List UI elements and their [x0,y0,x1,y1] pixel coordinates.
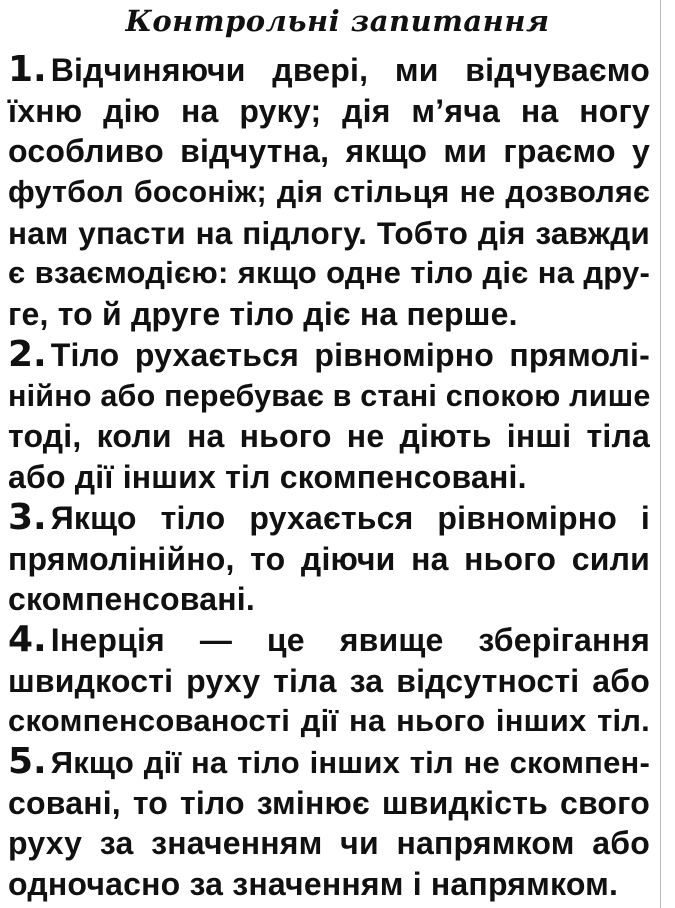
answer-line [8,498,650,539]
answer-number: 3. [8,497,47,538]
answer-text: Якщо дії на тіло інших тіл не скомпен- [50,745,650,780]
answer-line: нійно або перебуває в стані спокою лише [8,378,651,413]
answer-line [8,742,650,783]
answer-line: нам упасти на підлогу. Тобто дія завжди [8,214,650,251]
answer-line: ге, то й друге тіло діє на перше. [8,296,518,333]
answer-4 [8,620,650,742]
answer-line: особливо відчутна, якщо ми граємо у [8,133,650,170]
answer-line: або дії інших тіл скомпенсовані. [8,459,527,496]
answer-text: Відчиняючи двері, ми відчуваємо [50,52,650,88]
answer-1 [8,50,650,335]
answer-line: тоді, коли на нього не діють інші тіла [8,418,650,455]
answer-line [8,620,650,661]
answer-line: є взаємодією: якщо одне тіло діє на дру- [8,255,650,291]
answer-line: футбол босоніж; дія стільця не дозволяє [8,175,650,210]
answer-3 [8,498,650,620]
answer-number: 5. [8,741,47,782]
answer-line [8,335,650,376]
answer-5 [8,742,650,905]
answer-number: 4. [8,619,47,660]
answer-line: їхню дію на руку; дія м’яча на ногу [8,92,650,129]
answer-line: скомпенсованості дії на нього інших тіл. [8,703,650,739]
answer-line: скомпенсовані. [8,581,255,618]
answer-line: совані, то тіло змінює швидкість свого [8,784,650,821]
page-edge-divider [660,0,661,908]
answer-line: руху за значенням чи напрямком або [8,825,650,862]
page-title: Контрольні запитання [125,4,550,38]
answer-number: 2. [8,334,47,375]
answer-text: Якщо тіло рухається рівномірно і [50,500,650,536]
answer-line [8,50,650,91]
answer-text: Інерція — це явище зберігання [50,622,650,658]
answer-line: прямолінійно, то діючи на нього сили [8,540,650,577]
answer-line: одночасно за значенням і напрямком. [8,866,619,903]
answer-2 [8,335,650,498]
answer-number: 1. [8,49,47,90]
answer-line: швидкості руху тіла за відсутності або [8,662,650,699]
answer-text: Тіло рухається рівномірно прямолі- [50,337,650,373]
